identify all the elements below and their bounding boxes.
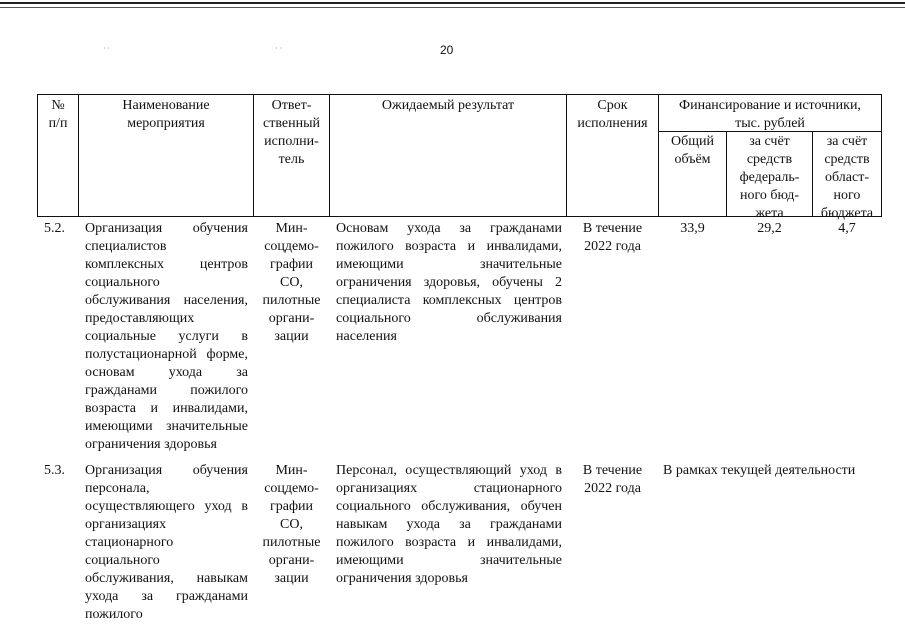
header-federal: за счёт средств федераль- ного бюд- жета: [739, 134, 800, 221]
row-regional: 4,7: [838, 221, 856, 236]
row-name: Организация обучения специалистов комплексных центров социального обслуживания населения, предоставляющих социальные услуги в полустационарной форме, основам ухода за гражданами пожилого возраста и инвалидами, имеющими значительные ограничения здоровья: [85, 221, 248, 452]
row-num: 5.3.: [44, 463, 65, 478]
row-term: В течение 2022 года: [582, 221, 643, 254]
row-result: Основам ухода за гражданами пожилого возраста и инвалидами, имеющими значительные ограничения здоровья, обучены 2 специалиста комплексных центров социального обслуживания населения: [336, 221, 562, 344]
row-financing-note: В рамках текущей деятельности: [663, 463, 856, 478]
row-federal: 29,2: [757, 221, 782, 236]
header-result: Ожидаемый результат: [381, 98, 515, 113]
row-name: Организация обучения персонала, осуществляющего уход в организациях стационарного социального обслуживания, навыкам ухода за гражданами пожилого: [85, 463, 248, 622]
page-top-border: [0, 2, 905, 4]
scan-speck: · ·: [275, 44, 283, 53]
header-num: № п/п: [48, 98, 68, 131]
table-top-border: [37, 94, 882, 95]
page-top-border-thin: [0, 7, 905, 8]
header-financing: Финансирование и источники, тыс. рублей: [679, 98, 861, 131]
header-responsible: Ответ- ственный исполни- тель: [263, 98, 320, 167]
row-responsible: Мин- соцдемо- графии СО, пилотные органи- зации: [262, 463, 321, 586]
page-number: 20: [440, 43, 454, 57]
header-regional: за счёт средств област- ного бюджета: [820, 134, 874, 221]
scan-speck: · ·: [103, 44, 111, 53]
header-term: Срок исполнения: [577, 98, 648, 131]
row-responsible: Мин- соцдемо- графии СО, пилотные органи- зации: [262, 221, 321, 344]
col-border: [881, 94, 882, 217]
row-num: 5.2.: [44, 221, 65, 236]
row-result: Персонал, осуществляющий уход в организациях стационарного социального обслуживания, обучен навыкам ухода за гражданами пожилого возраста и инвалидами, имеющими значительные ограничения здоровья: [336, 463, 562, 586]
header-total: Общий объём: [671, 134, 714, 167]
row-total: 33,9: [680, 221, 705, 236]
header-name: Наименование мероприятия: [122, 98, 210, 131]
row-term: В течение 2022 года: [582, 463, 643, 496]
